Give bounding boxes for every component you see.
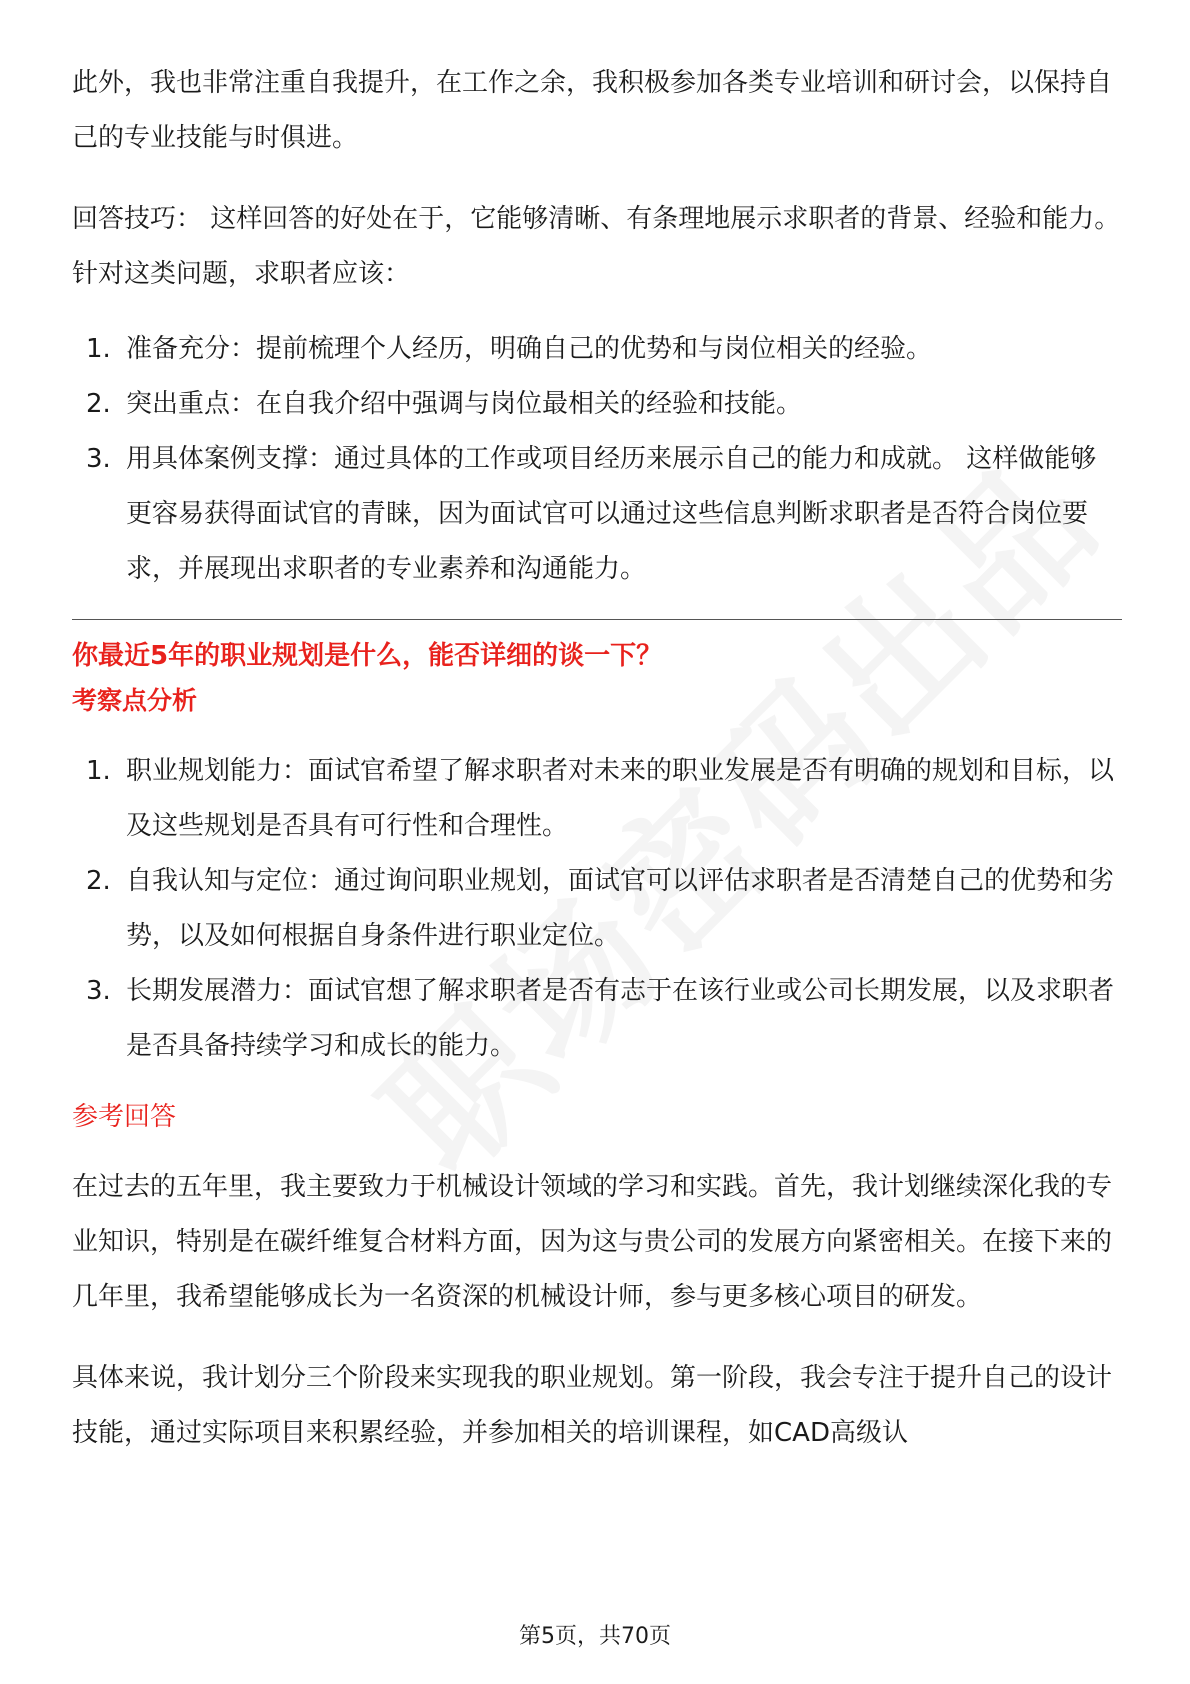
answer-heading: 参考回答 [72, 1102, 177, 1132]
answer-tips-paragraph: 回答技巧： 这样回答的好处在于，它能够清晰、有条理地展示求职者的背景、经验和能力。针对这类问题，求职者应该： [72, 204, 1121, 289]
section-divider [72, 619, 1122, 620]
list-item-text: 突出重点：在自我介绍中强调与岗位最相关的经验和技能。 [126, 389, 803, 419]
list-item-text: 自我认知与定位：通过询问职业规划，面试官可以评估求职者是否清楚自己的优势和劣势，以及如何根据自身条件进行职业定位。 [126, 866, 1115, 951]
list-item-text: 用具体案例支撑：通过具体的工作或项目经历来展示自己的能力和成就。 这样做能够更容易获得面试官的青睐，因为面试官可以通过这些信息判断求职者是否符合岗位要求，并展现出求职者的专业素养和沟通能力。 [126, 444, 1097, 584]
question-title: 你最近5年的职业规划是什么，能否详细的谈一下？ [72, 641, 663, 671]
answer-paragraph-1: 在过去的五年里，我主要致力于机械设计领域的学习和实践。首先，我计划继续深化我的专业知识，特别是在碳纤维复合材料方面，因为这与贵公司的发展方向紧密相关。在接下来的几年里，我希望能够成长为一名资深的机械设计师，参与更多核心项目的研发。 [72, 1172, 1113, 1312]
list-item-text: 准备充分：提前梳理个人经历，明确自己的优势和与岗位相关的经验。 [126, 334, 933, 364]
list-item [72, 854, 1122, 964]
list-item [72, 744, 1122, 854]
list-item [72, 322, 1122, 377]
list-number: 3. [86, 976, 111, 1006]
list-item-text: 长期发展潜力：面试官想了解求职者是否有志于在该行业或公司长期发展，以及求职者是否具备持续学习和成长的能力。 [126, 976, 1115, 1061]
list-number: 1. [86, 334, 111, 364]
page-content [72, 56, 1122, 1461]
list-number: 1. [86, 756, 111, 786]
list-item-text: 职业规划能力：面试官希望了解求职者对未来的职业发展是否有明确的规划和目标，以及这些规划是否具有可行性和合理性。 [126, 756, 1115, 841]
list-item [72, 964, 1122, 1074]
analysis-heading: 考察点分析 [72, 686, 198, 715]
intro-paragraph-1: 此外，我也非常注重自我提升，在工作之余，我积极参加各类专业培训和研讨会，以保持自己的专业技能与时俱进。 [72, 68, 1113, 153]
tips-list [72, 322, 1122, 597]
list-number: 3. [86, 444, 111, 474]
list-number: 2. [86, 866, 111, 896]
list-item [72, 377, 1122, 432]
list-number: 2. [86, 389, 111, 419]
page-number: 第5页，共70页 [519, 1624, 671, 1649]
answer-paragraph-2: 具体来说，我计划分三个阶段来实现我的职业规划。第一阶段，我会专注于提升自己的设计技能，通过实际项目来积累经验，并参加相关的培训课程，如CAD高级认 [72, 1363, 1113, 1448]
list-item [72, 432, 1122, 597]
analysis-list [72, 744, 1122, 1074]
